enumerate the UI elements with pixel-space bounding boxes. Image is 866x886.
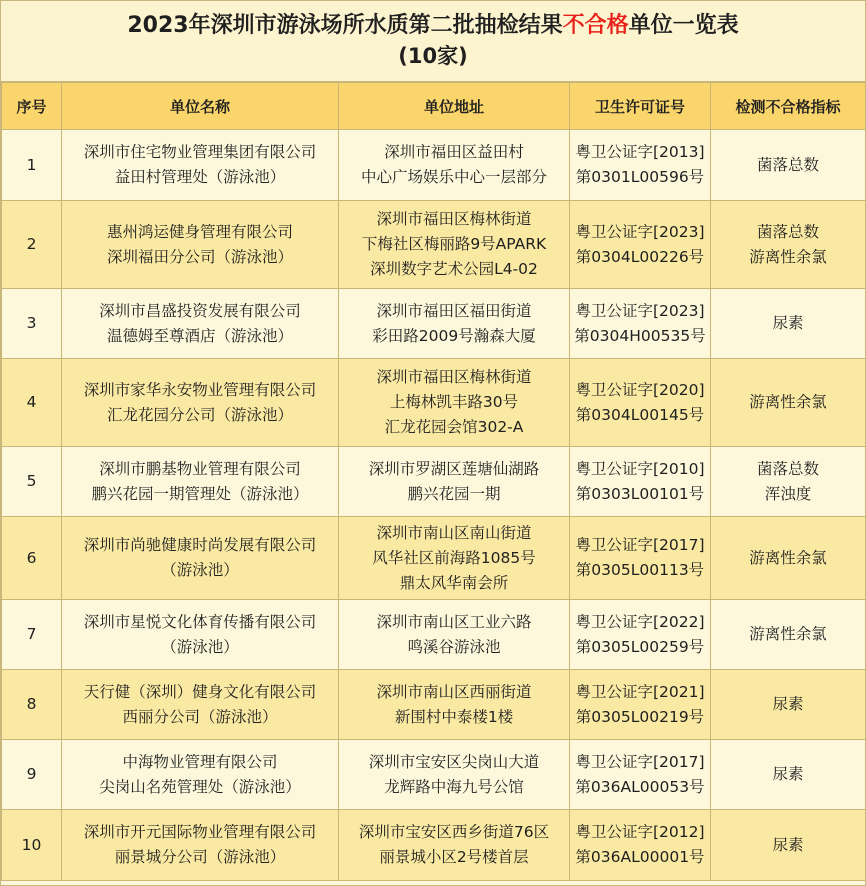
cell-line: 尿素	[772, 835, 804, 854]
cell-line: 深圳市南山区西丽街道	[376, 682, 532, 701]
row-number: 9	[2, 740, 62, 810]
row-number: 2	[2, 201, 62, 289]
cell-line: 汇龙花园分公司（游泳池）	[106, 405, 293, 424]
cell-line: 深圳市罗湖区莲塘仙湖路	[368, 459, 540, 478]
cell-line: 深圳市福田区梅林街道	[376, 368, 532, 386]
table-row	[2, 517, 866, 600]
indicator-cell	[711, 201, 866, 289]
license-cell	[570, 289, 711, 359]
table-row	[2, 447, 866, 517]
cell-line: 粤卫公证字[2017]	[575, 752, 705, 771]
name-cell	[62, 810, 339, 881]
cell-line: 深圳市鹏基物业管理有限公司	[99, 459, 301, 478]
cell-line: 第0304L00145号	[575, 405, 705, 424]
title-text-after: 单位一览表	[628, 13, 739, 38]
cell-line: 粤卫公证字[2017]	[575, 536, 705, 554]
cell-line: 第0304L00226号	[575, 247, 705, 266]
name-cell	[62, 130, 339, 201]
header-no: 序号	[2, 83, 62, 130]
title-text-before: 2023年深圳市游泳场所水质第二批抽检结果	[127, 13, 563, 38]
indicator-cell	[711, 740, 866, 810]
indicator-cell	[711, 810, 866, 881]
cell-line: 粤卫公证字[2023]	[575, 301, 705, 320]
cell-line: 第0305L00113号	[575, 561, 705, 579]
cell-line: 龙辉路中海九号公馆	[384, 777, 524, 796]
cell-line: 丽景城分公司（游泳池）	[114, 848, 286, 866]
table-row	[2, 740, 866, 810]
table-body	[2, 130, 866, 881]
row-number: 7	[2, 600, 62, 670]
cell-line: 西丽分公司（游泳池）	[122, 707, 278, 726]
page-subtitle: (10家)	[398, 44, 468, 68]
cell-line: 深圳市住宅物业管理集团有限公司	[83, 143, 317, 161]
header-license: 卫生许可证号	[570, 83, 711, 130]
cell-line: 菌落总数	[756, 222, 819, 241]
cell-line: 上梅林凯丰路30号	[389, 393, 519, 411]
cell-line: 深圳市福田区梅林街道	[376, 210, 532, 228]
title-block	[1, 1, 865, 82]
table-row	[2, 201, 866, 289]
cell-line: 粤卫公证字[2013]	[575, 143, 705, 161]
cell-line: 深圳市南山区南山街道	[376, 523, 532, 542]
header-indicator: 检测不合格指标	[711, 83, 866, 130]
address-cell	[339, 670, 570, 740]
cell-line: 深圳市福田区益田村	[384, 143, 524, 161]
address-cell	[339, 201, 570, 289]
cell-line: 深圳市宝安区西乡街道76区	[358, 823, 550, 841]
row-number: 8	[2, 670, 62, 740]
cell-line: 粤卫公证字[2022]	[575, 612, 705, 631]
row-number: 3	[2, 289, 62, 359]
cell-line: 粤卫公证字[2023]	[575, 222, 705, 241]
cell-line: 鹏兴花园一期管理处（游泳池）	[91, 484, 309, 503]
cell-line: 游离性余氯	[749, 548, 827, 567]
address-cell	[339, 289, 570, 359]
cell-line: 尖岗山名苑管理处（游泳池）	[99, 777, 301, 796]
cell-line: 汇龙花园会馆302-A	[384, 418, 524, 436]
cell-line: 新围村中泰楼1楼	[394, 707, 514, 726]
indicator-cell	[711, 130, 866, 201]
name-cell	[62, 517, 339, 600]
cell-line: 彩田路2009号瀚森大厦	[372, 326, 536, 345]
row-number: 4	[2, 359, 62, 447]
row-number: 6	[2, 517, 62, 600]
title-highlight: 不合格	[562, 13, 629, 38]
address-cell	[339, 517, 570, 600]
indicator-cell	[711, 517, 866, 600]
cell-line: 游离性余氯	[749, 393, 827, 411]
cell-line: 深圳市宝安区尖岗山大道	[368, 752, 540, 771]
license-cell	[570, 447, 711, 517]
name-cell	[62, 740, 339, 810]
cell-line: 深圳数字艺术公园L4-02	[370, 260, 538, 278]
indicator-cell	[711, 447, 866, 517]
table-row	[2, 289, 866, 359]
license-cell	[570, 600, 711, 670]
name-cell	[62, 289, 339, 359]
cell-line: 菌落总数	[756, 459, 819, 478]
cell-line: 第0301L00596号	[575, 168, 705, 186]
cell-line: 中海物业管理有限公司	[122, 752, 278, 771]
cell-line: 第036AL00001号	[575, 848, 705, 866]
cell-line: 第0305L00219号	[575, 707, 705, 726]
cell-line: 鹏兴花园一期	[407, 484, 501, 503]
name-cell	[62, 447, 339, 517]
cell-line: 深圳市昌盛投资发展有限公司	[99, 301, 301, 320]
name-cell	[62, 670, 339, 740]
address-cell	[339, 810, 570, 881]
page-title	[1, 1, 865, 41]
results-table	[1, 82, 866, 881]
table-row	[2, 670, 866, 740]
table-row	[2, 130, 866, 201]
cell-line: 风华社区前海路1085号	[372, 548, 536, 567]
cell-line: 中心广场娱乐中心一层部分	[360, 168, 547, 186]
cell-line: 鸣溪谷游泳池	[407, 637, 501, 656]
table-row	[2, 810, 866, 881]
name-cell	[62, 600, 339, 670]
cell-line: 温德姆至尊酒店（游泳池）	[106, 326, 293, 345]
cell-line: 第036AL00053号	[575, 777, 705, 796]
name-cell	[62, 201, 339, 289]
cell-line: （游泳池）	[161, 561, 239, 579]
name-cell	[62, 359, 339, 447]
cell-line: 深圳市星悦文化体育传播有限公司	[83, 612, 317, 631]
cell-line: 尿素	[772, 695, 804, 713]
table-row	[2, 359, 866, 447]
cell-line: （游泳池）	[161, 637, 239, 656]
cell-line: 粤卫公证字[2020]	[575, 380, 705, 399]
cell-line: 第0305L00259号	[575, 637, 705, 656]
cell-line: 深圳市福田区福田街道	[376, 301, 532, 320]
header-row	[2, 83, 866, 130]
license-cell	[570, 810, 711, 881]
indicator-cell	[711, 600, 866, 670]
cell-line: 浑浊度	[764, 484, 812, 503]
cell-line: 深圳市南山区工业六路	[376, 612, 532, 631]
license-cell	[570, 201, 711, 289]
cell-line: 鼎太风华南会所	[399, 573, 509, 592]
address-cell	[339, 740, 570, 810]
cell-line: 粤卫公证字[2021]	[575, 682, 705, 701]
cell-line: 深圳市尚驰健康时尚发展有限公司	[83, 536, 317, 554]
address-cell	[339, 130, 570, 201]
cell-line: 粤卫公证字[2012]	[575, 823, 705, 841]
cell-line: 惠州鸿运健身管理有限公司	[106, 222, 293, 241]
cell-line: 游离性余氯	[749, 247, 827, 266]
address-cell	[339, 600, 570, 670]
cell-line: 天行健（深圳）健身文化有限公司	[83, 682, 317, 701]
cell-line: 第0304H00535号	[574, 326, 706, 345]
cell-line: 粤卫公证字[2010]	[575, 459, 705, 478]
indicator-cell	[711, 670, 866, 740]
license-cell	[570, 517, 711, 600]
address-cell	[339, 447, 570, 517]
cell-line: 下梅社区梅丽路9号APARK	[361, 235, 547, 253]
row-number: 10	[2, 810, 62, 881]
cell-line: 第0303L00101号	[575, 484, 705, 503]
indicator-cell	[711, 359, 866, 447]
cell-line: 深圳市开元国际物业管理有限公司	[83, 823, 317, 841]
cell-line: 深圳市家华永安物业管理有限公司	[83, 380, 317, 399]
header-name: 单位名称	[62, 83, 339, 130]
row-number: 5	[2, 447, 62, 517]
address-cell	[339, 359, 570, 447]
header-address: 单位地址	[339, 83, 570, 130]
cell-line: 丽景城小区2号楼首层	[379, 848, 529, 866]
cell-line: 深圳福田分公司（游泳池）	[106, 247, 293, 266]
cell-line: 尿素	[772, 765, 804, 783]
cell-line: 尿素	[772, 314, 804, 332]
license-cell	[570, 130, 711, 201]
license-cell	[570, 670, 711, 740]
license-cell	[570, 359, 711, 447]
row-number: 1	[2, 130, 62, 201]
cell-line: 菌落总数	[756, 155, 819, 174]
license-cell	[570, 740, 711, 810]
indicator-cell	[711, 289, 866, 359]
cell-line: 益田村管理处（游泳池）	[114, 168, 286, 186]
table-row	[2, 600, 866, 670]
cell-line: 游离性余氯	[749, 625, 827, 643]
